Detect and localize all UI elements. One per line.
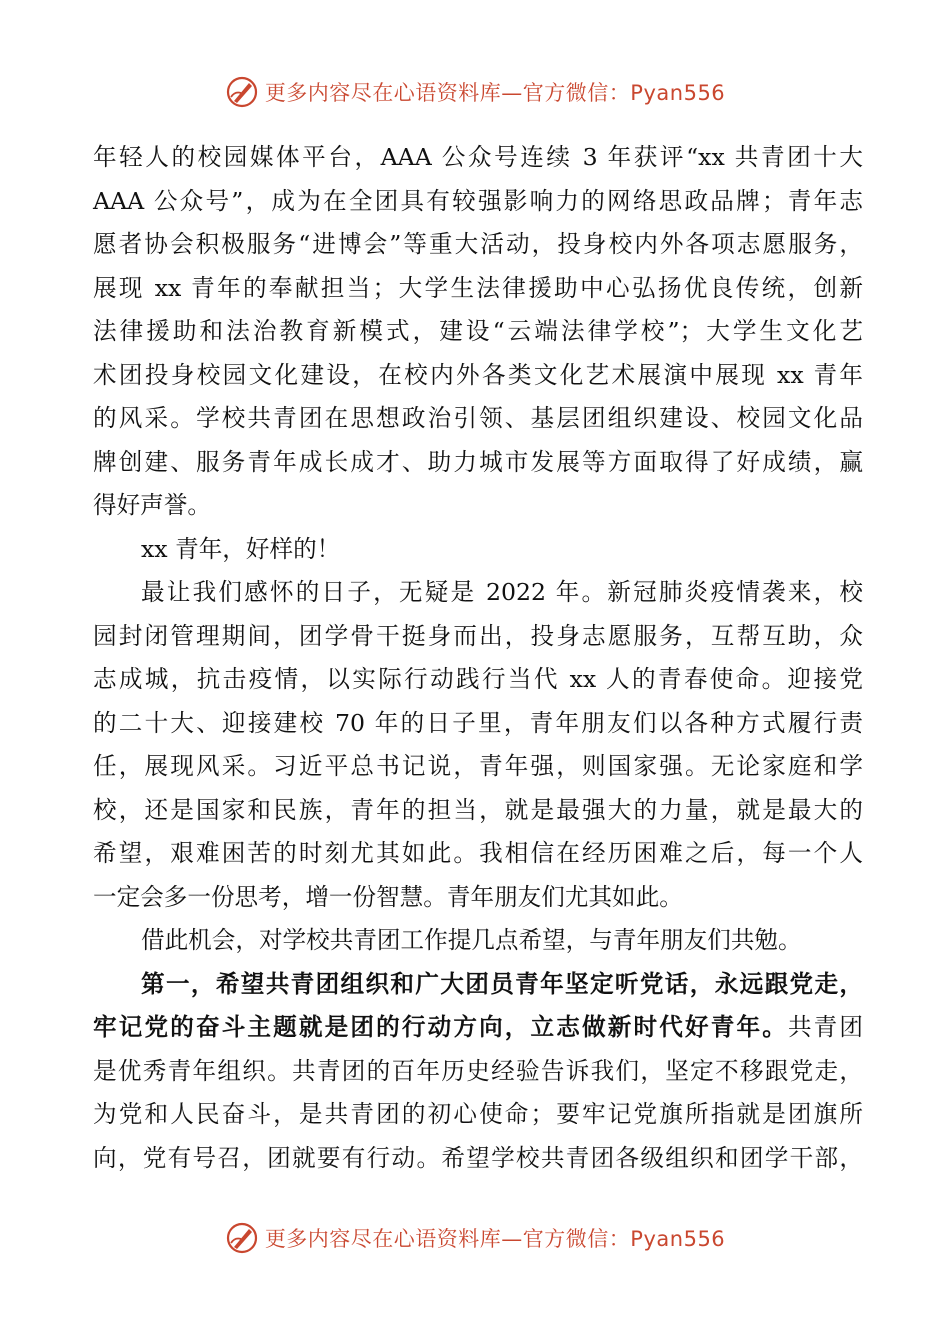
- body-line: xx 青年，好样的！: [141, 534, 341, 563]
- body-line: 借此机会，对学校共青团工作提几点希望，与青年朋友们共勉。: [141, 926, 802, 954]
- footer-banner-text: 更多内容尽在心语资料库—官方微信：Pyan556: [264, 1227, 726, 1251]
- body-line: 园封闭管理期间，团学骨干挺身而出，投身志愿服务，互帮互助，众: [93, 621, 863, 650]
- body-line: 得好声誉。: [93, 491, 211, 519]
- body-line: 的风采。学校共青团在思想政治引领、基层团组织建设、校园文化品: [93, 404, 863, 432]
- body-line: 术团投身校园文化建设，在校内外各类文化艺术展演中展现 xx 青年: [93, 360, 863, 389]
- body-line: 希望，艰难困苦的时刻尤其如此。我相信在经历困难之后，每一个人: [93, 839, 863, 867]
- body-text: 共青团: [787, 1013, 864, 1041]
- header-banner: [0, 72, 950, 112]
- mixed-line: [93, 1006, 863, 1050]
- header-banner-text: 更多内容尽在心语资料库—官方微信：Pyan556: [264, 81, 726, 105]
- body-line: 展现 xx 青年的奉献担当；大学生法律援助中心弘扬优良传统，创新: [93, 273, 863, 302]
- footer-banner: [0, 1218, 950, 1258]
- body-line: 年轻人的校园媒体平台，AAA 公众号连续 3 年获评“xx 共青团十大: [93, 143, 863, 171]
- body-line: 一定会多一份思考，增一份智慧。青年朋友们尤其如此。: [93, 882, 683, 911]
- body-line: 任，展现风采。习近平总书记说，青年强，则国家强。无论家庭和学: [93, 752, 863, 780]
- body-line: 牌创建、服务青年成长成才、助力城市发展等方面取得了好成绩，赢: [93, 447, 863, 476]
- body-line: 愿者协会积极服务“进博会”等重大活动，投身校内外各项志愿服务，: [93, 230, 863, 258]
- body-line: 为党和人民奋斗，是共青团的初心使命；要牢记党旗所指就是团旗所: [93, 1100, 863, 1128]
- body-line: 向，党有号召，团就要有行动。希望学校共青团各级组织和团学干部，: [93, 1143, 863, 1172]
- body-line: AAA 公众号”，成为在全团具有较强影响力的网络思政品牌；青年志: [93, 186, 863, 215]
- bold-heading-line: 第一，希望共青团组织和广大团员青年坚定听党话，永远跟党走，: [141, 969, 863, 998]
- bold-heading-text: 牢记党的奋斗主题就是团的行动方向，立志做新时代好青年。: [93, 1013, 788, 1041]
- body-line: 是优秀青年组织。共青团的百年历史经验告诉我们，坚定不移跟党走，: [93, 1056, 863, 1085]
- quill-logo-icon: [225, 1221, 259, 1255]
- document-body: [93, 136, 863, 1180]
- body-line: 校，还是国家和民族，青年的担当，就是最强大的力量，就是最大的: [93, 795, 863, 824]
- quill-logo-icon: [225, 75, 259, 109]
- body-line: 法律援助和法治教育新模式，建设“云端法律学校”；大学生文化艺: [93, 317, 863, 345]
- body-line: 志成城，抗击疫情，以实际行动践行当代 xx 人的青春使命。迎接党: [93, 665, 863, 693]
- body-line: 的二十大、迎接建校 70 年的日子里，青年朋友们以各种方式履行责: [93, 708, 863, 737]
- body-line: 最让我们感怀的日子，无疑是 2022 年。新冠肺炎疫情袭来，校: [141, 578, 863, 606]
